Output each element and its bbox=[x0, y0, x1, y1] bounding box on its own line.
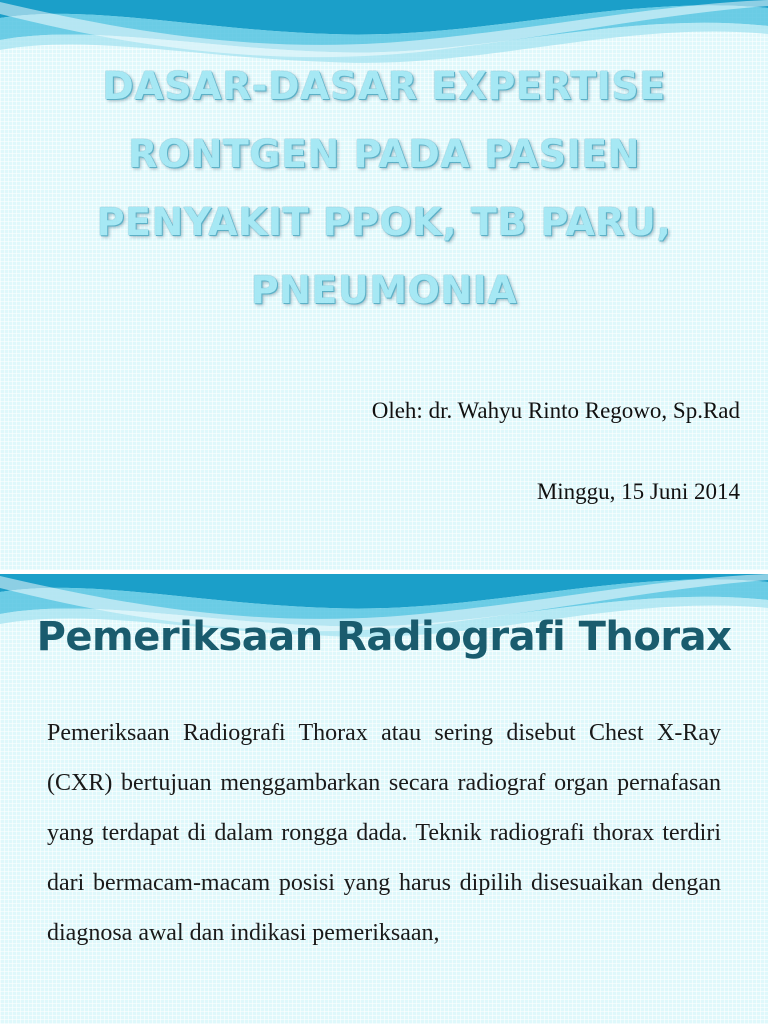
title-line: PNEUMONIA bbox=[250, 268, 518, 312]
presentation-title bbox=[40, 52, 728, 324]
slide-body-text: Pemeriksaan Radiografi Thorax atau sering disebut Chest X-Ray (CXR) bertujuan menggambarkan secara radiograf organ pernafasan yang terdapat di dalam rongga dada. Teknik radiografi thorax terdiri dari bermacam-macam posisi yang harus dipilih disesuaikan dengan diagnosa awal dan indikasi pemeriksaan, bbox=[47, 720, 721, 946]
title-line: RONTGEN PADA PASIEN bbox=[128, 132, 640, 176]
content-slide bbox=[0, 574, 768, 1024]
date-line: Minggu, 15 Juni 2014 bbox=[536, 479, 740, 504]
title-line: DASAR-DASAR EXPERTISE bbox=[102, 64, 666, 108]
slide-title: Pemeriksaan Radiografi Thorax bbox=[36, 614, 732, 660]
author-line: Oleh: dr. Wahyu Rinto Regowo, Sp.Rad bbox=[371, 398, 740, 423]
title-line: PENYAKIT PPOK, TB PARU, bbox=[96, 200, 672, 244]
